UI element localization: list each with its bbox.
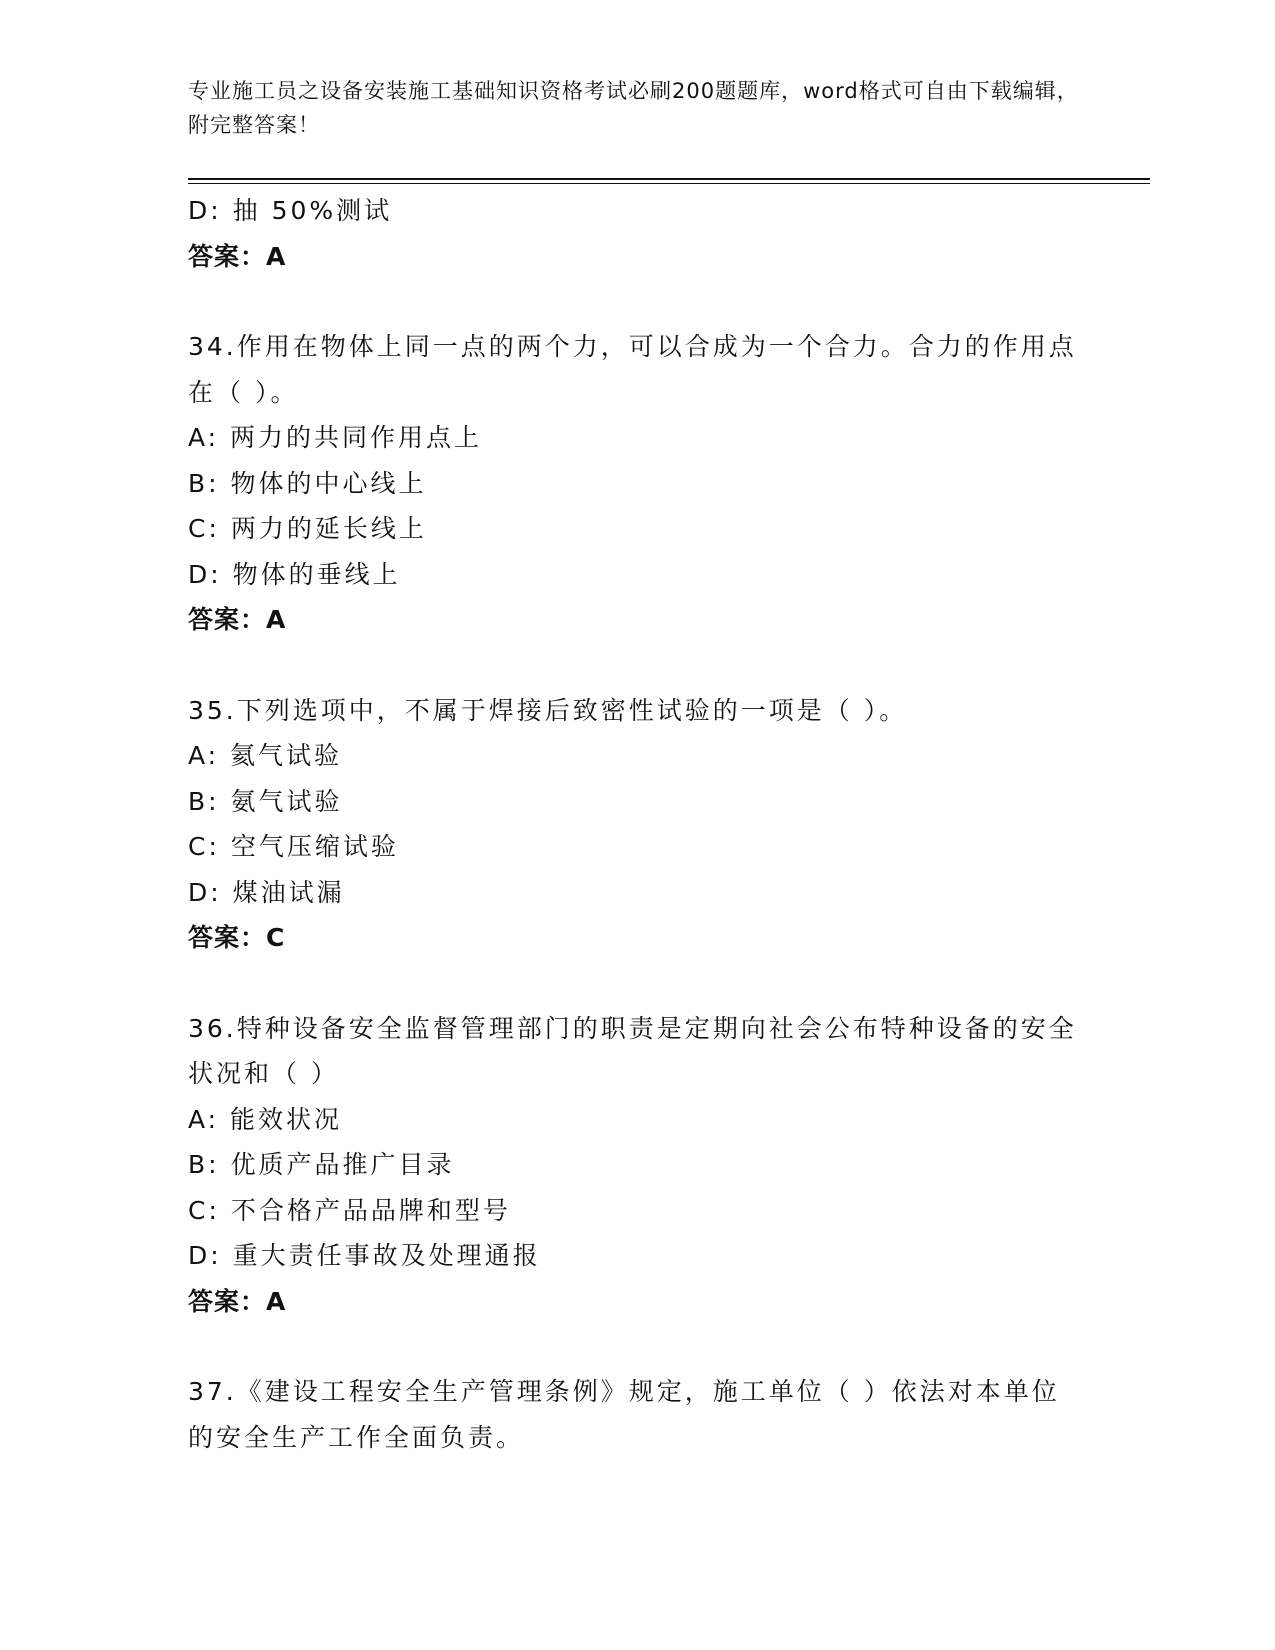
option-c: C: 两力的延长线上	[188, 514, 427, 543]
option-a: A: 两力的共同作用点上	[188, 423, 483, 452]
option-c: C: 不合格产品品牌和型号	[188, 1195, 511, 1225]
option-c: C: 空气压缩试验	[188, 832, 399, 861]
document-header: 专业施工员之设备安装施工基础知识资格考试必刷200题题库，word格式可自由下载编辑，附完整答案！	[188, 79, 1079, 137]
option-a: A: 氦气试验	[188, 741, 343, 770]
question-stem: 36.特种设备安全监督管理部门的职责是定期向社会公布特种设备的安全状况和（ ）	[188, 1013, 1077, 1088]
option-d: D: 抽 50%测试	[188, 196, 393, 225]
question-37	[188, 1369, 1088, 1460]
option-b: B: 氨气试验	[188, 786, 343, 816]
answer: 答案：A	[188, 1286, 287, 1316]
question-list	[188, 188, 1088, 1460]
option-b: B: 物体的中心线上	[188, 468, 427, 498]
option-d: D: 物体的垂线上	[188, 559, 401, 589]
option-d: D: 煤油试漏	[188, 877, 345, 907]
header-divider-thin	[188, 183, 1150, 184]
option-a: A: 能效状况	[188, 1104, 343, 1134]
answer: 答案：A	[188, 241, 287, 271]
question-stem: 34.作用在物体上同一点的两个力，可以合成为一个合力。合力的作用点在（ ）。	[188, 332, 1077, 407]
answer: 答案：C	[188, 923, 286, 952]
question-34	[188, 324, 1088, 643]
question-35	[188, 688, 1088, 961]
answer: 答案：A	[188, 605, 287, 634]
header-divider	[188, 178, 1150, 180]
question-stem: 35.下列选项中，不属于焊接后致密性试验的一项是（ ）。	[188, 695, 908, 725]
option-d: D: 重大责任事故及处理通报	[188, 1241, 541, 1270]
option-b: B: 优质产品推广目录	[188, 1150, 455, 1179]
question-stem: 37.《建设工程安全生产管理条例》规定，施工单位（ ）依法对本单位的安全生产工作全面负责。	[188, 1377, 1060, 1452]
question-36	[188, 1006, 1088, 1325]
